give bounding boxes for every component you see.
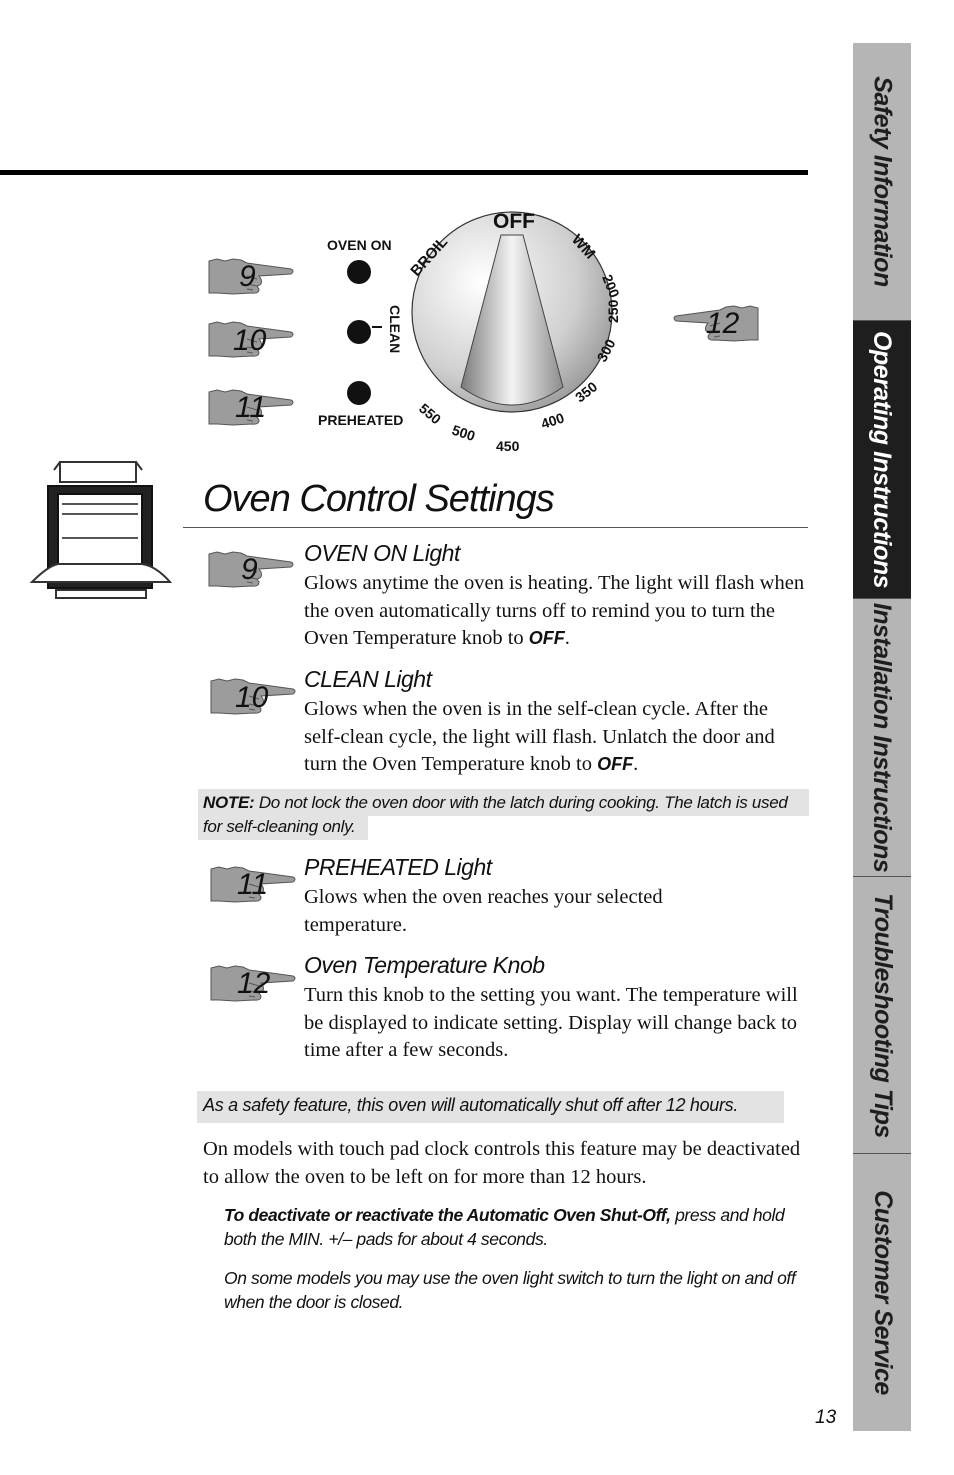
tab-safety-information[interactable] [853, 43, 911, 321]
safety-banner: As a safety feature, this oven will automatically shut off after 12 hours. [203, 1095, 739, 1115]
clean-light [347, 320, 371, 344]
item-body-end: . [633, 753, 639, 775]
note [203, 791, 809, 839]
knob-temp-500: 500 [450, 421, 478, 445]
deactivate-label: To deactivate or reactivate the Automatic Oven Shut-Off, [224, 1205, 671, 1225]
clean-label: CLEAN [387, 305, 403, 354]
tab-customer-service[interactable] [853, 1154, 911, 1431]
item-body-text: Glows anytime the oven is heating. The light will flash when the oven automatically turns off to remind you to turn the Oven Temperature knob to [304, 572, 805, 649]
knob-temp-550: 550 [416, 400, 445, 428]
callout-hand-11 [203, 386, 295, 426]
item-hand-11 [205, 863, 297, 903]
item-hand-9 [203, 548, 295, 588]
note-text: Do not lock the oven door with the latch during cooking. The latch is used for self-cleaning only. [203, 793, 788, 836]
item-body-text: Glows when the oven is in the self-clean cycle. After the self-clean cycle, the light will flash. Unlatch the door and turn the Oven Temperature knob to [304, 698, 775, 775]
top-rule [0, 170, 808, 175]
knob-temp-400: 400 [538, 409, 567, 432]
item-body-clean-light [304, 696, 809, 779]
callout-number: 9 [239, 260, 256, 293]
callout-number: 12 [706, 307, 740, 340]
tab-label: Troubleshooting Tips [868, 892, 897, 1138]
item-body-emphasis: OFF [597, 754, 634, 774]
page-number: 13 [815, 1407, 837, 1428]
tab-label: Installation Instructions [868, 602, 897, 873]
callout-hand-10 [203, 318, 295, 358]
callout-hand-9 [203, 255, 295, 295]
clean-indicator-line [372, 326, 382, 328]
item-number: 12 [237, 967, 271, 1000]
item-title-oven-temperature-knob: Oven Temperature Knob [304, 952, 545, 978]
knob-temp-250: 250 [605, 299, 621, 323]
knob-temp-300: 300 [593, 336, 619, 365]
tab-label: Operating Instructions [868, 330, 897, 589]
tab-label: Safety Information [868, 76, 897, 287]
oven-on-light [347, 260, 371, 284]
item-hand-12 [205, 962, 297, 1002]
light-switch-paragraph: On some models you may use the oven light switch to turn the light on and off when the door is closed. [224, 1268, 796, 1312]
item-number: 10 [235, 681, 269, 714]
section-title: Oven Control Settings [203, 478, 554, 520]
title-rule [183, 527, 808, 528]
tab-label: Customer Service [868, 1190, 897, 1395]
knob-temp-450: 450 [496, 438, 520, 454]
tab-troubleshooting-tips[interactable] [853, 877, 911, 1154]
deactivate-paragraph [224, 1203, 814, 1251]
item-body-oven-on-light [304, 570, 809, 653]
knob-temp-200: 200 [599, 272, 623, 300]
knob-broil-label: BROIL [407, 233, 452, 280]
callout-hand-12 [672, 302, 764, 342]
oven-on-label: OVEN ON [327, 237, 392, 253]
sidebar-tabs [853, 43, 911, 1431]
callout-number: 11 [235, 391, 267, 424]
tab-installation-instructions[interactable] [853, 599, 911, 877]
note-label: NOTE: [203, 793, 255, 812]
knob-temp-350: 350 [571, 378, 601, 406]
item-number: 11 [237, 868, 269, 901]
deactivate-text: press and hold both the MIN. +/– pads for about 4 seconds. [224, 1205, 785, 1249]
item-number: 9 [241, 553, 258, 586]
tab-operating-instructions[interactable] [853, 321, 911, 599]
item-body-emphasis: OFF [528, 628, 565, 648]
item-hand-10 [205, 675, 297, 715]
models-paragraph: On models with touch pad clock controls this feature may be deactivated to allow the oven to be left on for more than 12 hours. [203, 1138, 801, 1188]
item-title-preheated-light: PREHEATED Light [304, 854, 492, 880]
item-body-oven-temperature-knob: Turn this knob to the setting you want. The temperature will be displayed to indicate setting. Display will change back to time after a few seconds. [304, 984, 798, 1061]
item-body-end: . [564, 627, 570, 649]
oven-temperature-knob[interactable] [395, 195, 650, 465]
preheated-label: PREHEATED [318, 412, 404, 428]
preheated-light [347, 381, 371, 405]
callout-number: 10 [233, 324, 267, 357]
item-title-clean-light: CLEAN Light [304, 666, 432, 692]
knob-off-label: OFF [493, 210, 535, 233]
item-body-preheated-light: Glows when the oven reaches your selected temperature. [304, 886, 663, 936]
knob-wm-label: WM [568, 231, 599, 263]
oven-icon [28, 458, 178, 603]
item-title-oven-on-light: OVEN ON Light [304, 540, 460, 566]
